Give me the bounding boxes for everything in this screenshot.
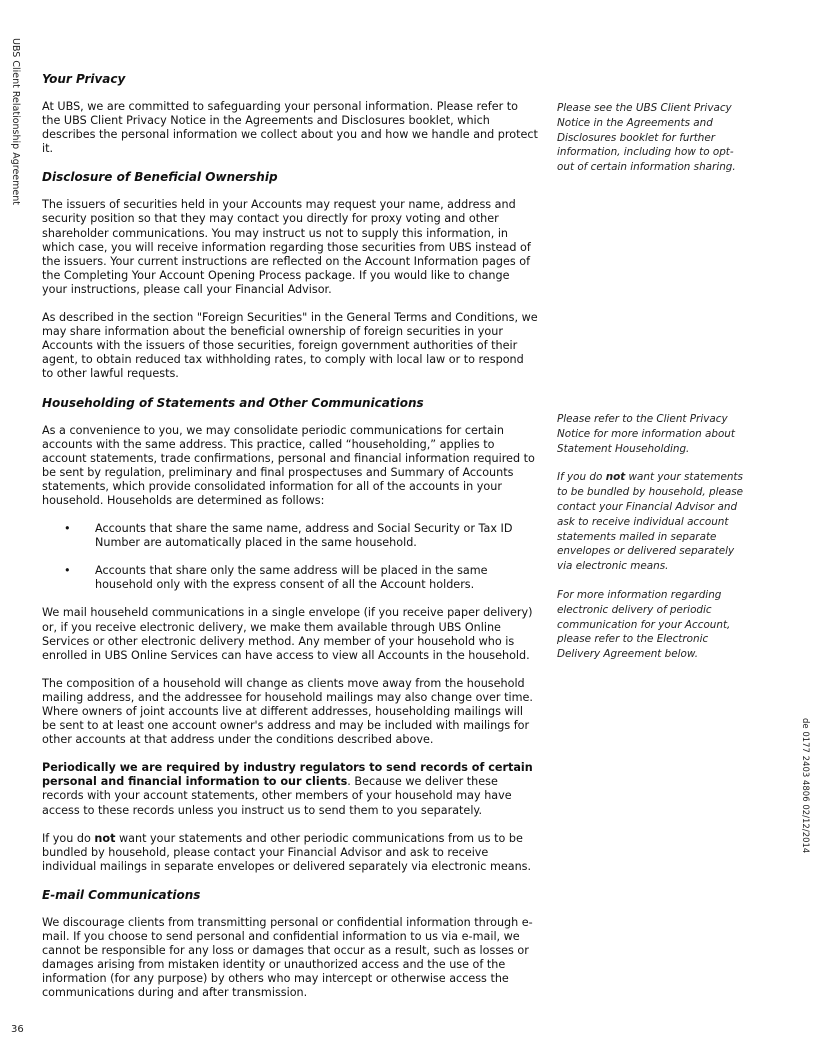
main-content [42, 72, 538, 1015]
opt-out-emphasis: not [94, 831, 116, 845]
opt-out-text-start: If you do [42, 831, 95, 845]
sidenote-opt-out-start: If you do [557, 471, 606, 484]
privacy-paragraph: At UBS, we are committed to safeguarding your personal information. Please refer to the UBS Client Privacy Notice in the Agreements and Disclosures booklet, which describes the personal information we collect about you and how we handle and protect it. [42, 100, 538, 156]
document-side-title: UBS Client Relationship Agreement [10, 38, 21, 205]
bullet-icon: • [64, 522, 71, 536]
list-item [42, 564, 538, 592]
regulator-records-text: . Because we deliver these records with your account statements, other members of your household may have access to these records unless you instruct us to send them to you separately. [42, 775, 512, 817]
privacy-sidenote [557, 101, 747, 189]
bullet-icon: • [64, 564, 71, 578]
list-item-text: Accounts that share the same name, address and Social Security or Tax ID Number are automatically placed in the same household. [95, 522, 513, 550]
privacy-heading: Your Privacy [42, 72, 126, 86]
householding-paragraph-3: The composition of a household will change as clients move away from the household mailing address, and the addressee for household mailings may also change over time. Where owners of joint accounts live at different addresses, householding mailings will be sent to at least one account owner's address and may be included with mailings for other accounts at that address under the conditions described above. [42, 676, 533, 747]
opt-out-text-rest: want your statements and other periodic communications from us to be bundled by household, please contact your Financial Advisor and ask to receive individual mailings in separate envelopes or delivered separately via electronic means. [42, 831, 532, 873]
householding-sidenote-3: For more information regarding electronic delivery of periodic communication for your Account, please refer to the Electronic Delivery Agreement below. [557, 588, 731, 661]
sidenote-opt-out-emphasis: not [605, 471, 626, 484]
sidenote-opt-out-rest: want your statements to be bundled by household, please contact your Financial Advisor and ask to receive individual account statements mailed in separate envelopes or delivered separately via electronic means. [557, 471, 744, 573]
householding-paragraph-4 [42, 761, 538, 817]
regulator-records-emphasis: Periodically we are required by industry regulators to send records of certain personal and financial information to our clients [42, 761, 533, 789]
beneficial-ownership-paragraph-2: As described in the section "Foreign Securities" in the General Terms and Conditions, we may share information about the beneficial ownership of foreign securities in your Accounts with the issuers of those securities, foreign government authorities of their agent, to obtain reduced tax withholding rates, to comply with local law or to respond to other lawful requests. [42, 311, 538, 381]
householding-sidenote [557, 412, 747, 676]
householding-heading: Householding of Statements and Other Communications [42, 395, 424, 410]
beneficial-ownership-heading: Disclosure of Beneficial Ownership [42, 170, 278, 185]
householding-paragraph-1: As a convenience to you, we may consolidate periodic communications for certain accounts with the same address. This practice, called “householding,” applies to account statements, trade confirmations, personal and financial information required to be sent by regulation, preliminary and final prospectuses and Summary of Accounts statements, which provide consolidated information for all of the accounts in your household. Households are determined as follows: [42, 423, 535, 507]
document-code: de 0177 2403 4806 02/12/2014 [800, 718, 810, 854]
beneficial-ownership-paragraph-1: The issuers of securities held in your Accounts may request your name, address and security position so that they may contact you directly for proxy voting and other shareholder communications. You may instruct us not to supply this information, in which case, you will receive information regarding those securities from UBS instead of the issuers. Your current instructions are reflected on the Account Information pages of the Completing Your Account Opening Process package. If you would like to change your instructions, please call your Financial Advisor. [42, 198, 531, 296]
householding-paragraph-2: We mail househeld communications in a single envelope (if you receive paper delivery) or, if you receive electronic delivery, we make them available through UBS Online Services or other electronic delivery method. Any member of your household who is enrolled in UBS Online Services can have access to view all Accounts in the household. [42, 606, 533, 662]
household-rules-list [42, 522, 538, 592]
list-item [42, 522, 538, 550]
page-number: 36 [11, 1024, 24, 1035]
householding-sidenote-2 [557, 470, 747, 574]
householding-paragraph-5 [42, 832, 538, 874]
householding-sidenote-1: Please refer to the Client Privacy Notice for more information about Statement Householding. [557, 413, 735, 455]
email-paragraph: We discourage clients from transmitting personal or confidential information through e-mail. If you choose to send personal and confidential information to us via e-mail, we cannot be responsible for any loss or damages that occur as a result, such as losses or damages arising from mistaken identity or unauthorized access and the use of the information (for any purpose) by others who may intercept or otherwise access the communications during and after transmission. [42, 915, 533, 1000]
list-item-text: Accounts that share only the same address will be placed in the same household only with the express consent of all the Account holders. [95, 564, 488, 592]
email-heading: E-mail Communications [42, 887, 201, 902]
privacy-sidenote-text: Please see the UBS Client Privacy Notice in the Agreements and Disclosures booklet for further information, including how to opt-out of certain information sharing. [557, 102, 736, 174]
